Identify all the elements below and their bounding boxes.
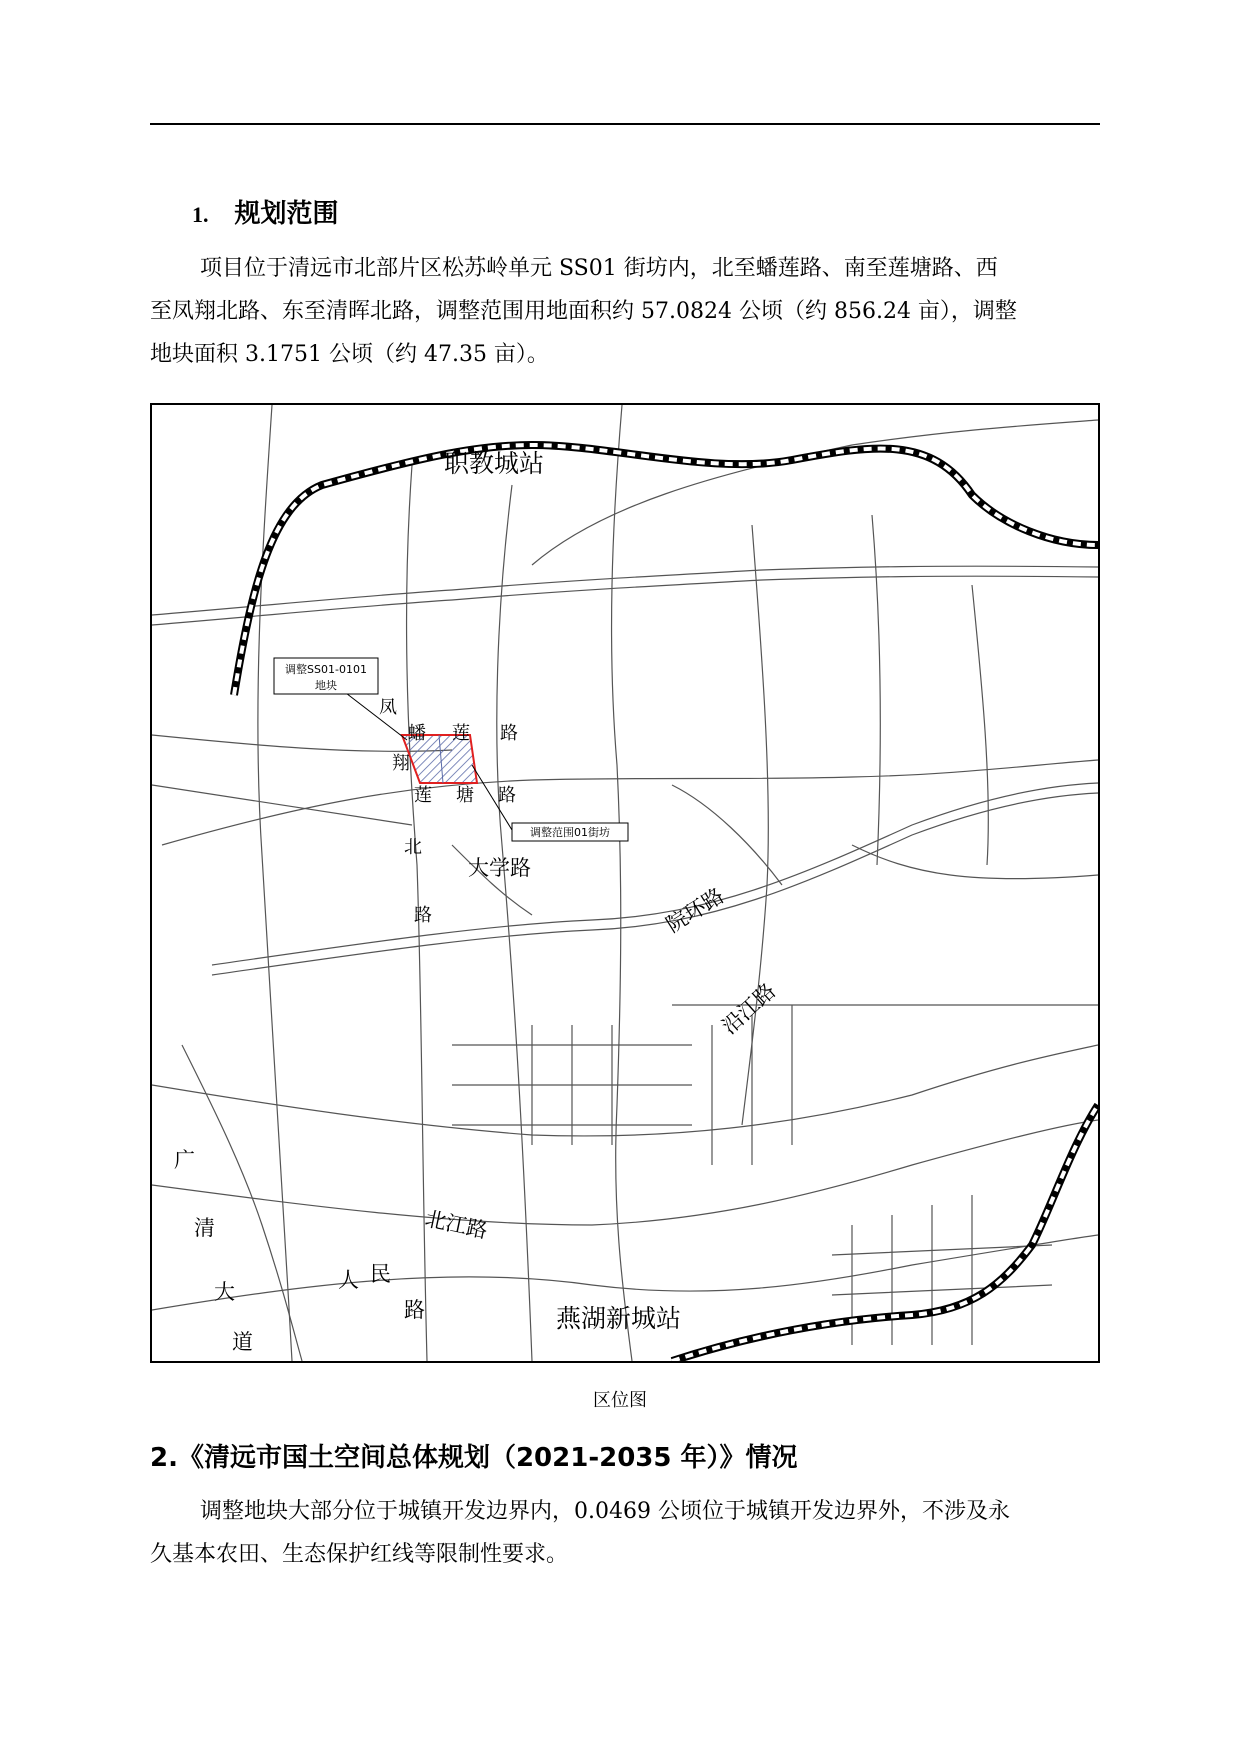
road-yuanhuan-label: 院环路 <box>661 883 729 938</box>
callout-block-box <box>512 823 628 841</box>
road-fengxiang-char-3: 北 <box>404 837 422 858</box>
road-yanjiang-label: 沿江路 <box>717 978 781 1039</box>
section2-line-2: 久基本农田、生态保护红线等限制性要求。 <box>150 1542 569 1567</box>
road-guangqing-char-2: 清 <box>194 1216 215 1240</box>
rail-line-south <box>672 1105 1098 1361</box>
section2-heading: 2.《清远市国土空间总体规划（2021-2035 年）》情况 <box>150 1443 798 1473</box>
section1-paragraph <box>150 247 1100 376</box>
road-guangqing-char-3: 大 <box>214 1280 235 1304</box>
road-fengxiang-char-2: 翔 <box>392 753 410 774</box>
section1-number: 1. <box>192 202 209 227</box>
road-network <box>152 405 1098 1361</box>
station-south-label: 燕湖新城站 <box>556 1304 682 1333</box>
section2-line-1: 调整地块大部分位于城镇开发边界内，0.0469 公顷位于城镇开发边界外，不涉及永 <box>200 1499 1010 1524</box>
callout-parcel-box <box>274 658 378 694</box>
map-caption: 区位图 <box>593 1390 647 1411</box>
section1-line-1: 项目位于清远市北部片区松苏岭单元 SS01 街坊内，北至蟠莲路、南至莲塘路、西 <box>200 256 998 281</box>
road-renmin-char-2: 民 <box>370 1262 391 1286</box>
road-fengxiang-char-4: 路 <box>414 905 432 926</box>
section2-paragraph <box>150 1490 1100 1576</box>
section1-title: 规划范围 <box>234 199 339 229</box>
road-liantang-char-3: 路 <box>498 785 516 806</box>
road-panlian-char-1: 蟠 <box>408 723 426 744</box>
callout-parcel-line1: 调整SS01-0101 <box>285 663 367 676</box>
road-renmin-char-3: 路 <box>404 1298 425 1322</box>
section1-line-3: 地块面积 3.1751 公顷（约 47.35 亩）。 <box>150 342 549 367</box>
road-beijiang-label: 北江路 <box>422 1206 490 1243</box>
road-guangqing-char-4: 道 <box>232 1330 253 1354</box>
road-guangqing-char-1: 广 <box>174 1148 195 1172</box>
road-daxue-label: 大学路 <box>468 856 531 880</box>
station-north-label: 职教城站 <box>444 449 545 478</box>
road-panlian-char-2: 莲 <box>452 723 470 744</box>
callout-parcel-line2: 地块 <box>315 679 337 692</box>
callout-block-label: 调整范围01街坊 <box>530 826 610 839</box>
section1-heading <box>192 193 339 230</box>
road-liantang-char-1: 莲 <box>414 785 432 806</box>
map-canvas <box>152 405 1098 1361</box>
road-panlian-char-3: 路 <box>500 723 518 744</box>
location-map <box>150 403 1100 1363</box>
section1-line-2: 至凤翔北路、东至清晖北路，调整范围用地面积约 57.0824 公顷（约 856.24 亩），调整 <box>150 299 1017 324</box>
road-renmin-char-1: 人 <box>338 1268 359 1292</box>
road-liantang-char-2: 塘 <box>456 785 474 806</box>
road-fengxiang-char-1: 凤 <box>379 697 397 718</box>
header-rule <box>150 123 1100 125</box>
